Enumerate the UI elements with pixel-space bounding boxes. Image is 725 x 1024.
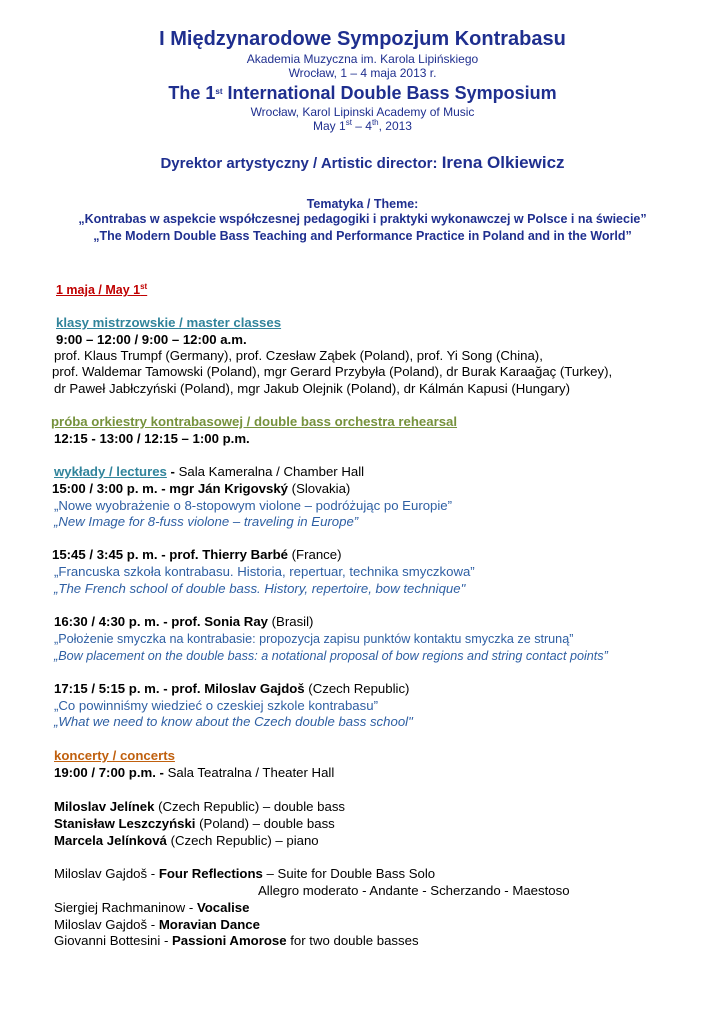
concerts-time: 19:00 / 7:00 p.m. - — [54, 765, 168, 780]
performer-1 — [54, 799, 345, 815]
performer-1-name: Miloslav Jelínek — [54, 799, 155, 814]
program-item-1 — [54, 866, 435, 882]
master-classes-heading: klasy mistrzowskie / master classes — [56, 315, 282, 330]
program-item-4 — [54, 933, 419, 949]
lectures-label: wykłady / lectures — [54, 464, 167, 479]
performer-3 — [54, 833, 319, 849]
program-item-3 — [54, 917, 260, 933]
lectures-heading — [54, 464, 364, 480]
program-item-2 — [54, 900, 249, 916]
lecture-4-title-en: „What we need to know about the Czech double bass school" — [54, 714, 413, 729]
lectures-dash: - — [166, 464, 179, 479]
title-en-main: The 1 — [168, 83, 216, 103]
program-1-note: – Suite for Double Bass Solo — [262, 866, 436, 881]
lecture-4-country: (Czech Republic) — [304, 681, 410, 696]
lecture-3-title-pl: „Położenie smyczka na kontrabasie: propozycja zapisu punktów kontaktu smyczka ze struną” — [54, 632, 574, 646]
lecture-2-country: (France) — [287, 547, 342, 562]
performer-2-role: (Poland) – double bass — [195, 816, 335, 831]
program-1-composer: Miloslav Gajdoš - — [54, 866, 159, 881]
theme-label: Tematyka / Theme: — [306, 197, 419, 211]
lecture-2-header — [52, 547, 341, 563]
lecture-4-time-speaker: 17:15 / 5:15 p. m. - prof. Miloslav Gajdoš — [54, 681, 305, 696]
program-4-note: for two double basses — [286, 933, 419, 948]
academy-en: Wrocław, Karol Lipinski Academy of Music — [250, 105, 475, 119]
performer-3-role: (Czech Republic) – piano — [166, 833, 319, 848]
lecture-1-country: (Slovakia) — [288, 481, 351, 496]
program-movements: Allegro moderato - Andante - Scherzando - Maestoso — [258, 883, 570, 898]
concerts-time-hall — [54, 765, 334, 781]
lecture-3-country: (Brasil) — [268, 614, 314, 629]
concerts-heading: koncerty / concerts — [54, 748, 175, 763]
title-en-rest: International Double Bass Symposium — [222, 83, 557, 103]
program-3-composer: Miloslav Gajdoš - — [54, 917, 159, 932]
day-sup: st — [140, 282, 148, 291]
concerts-hall: Sala Teatralna / Theater Hall — [167, 765, 335, 780]
master-classes-time: 9:00 – 12:00 / 9:00 – 12:00 a.m. — [56, 332, 247, 347]
rehearsal-time: 12:15 - 13:00 / 12:15 – 1:00 p.m. — [54, 431, 250, 446]
theme-pl: „Kontrabas w aspekcie współczesnej pedagogiki i praktyki wykonawczej w Polsce i na świecie” — [78, 212, 647, 226]
lecture-4-title-pl: „Co powinniśmy wiedzieć o czeskiej szkole kontrabasu” — [54, 698, 378, 713]
artistic-director — [0, 153, 725, 174]
performer-1-role: (Czech Republic) – double bass — [154, 799, 346, 814]
date-en — [0, 119, 725, 133]
master-classes-teachers-3: dr Paweł Jabłczyński (Poland), mgr Jakub Olejnik (Poland), dr Kálmán Kapusi (Hungary) — [54, 381, 570, 396]
date-en-year: , 2013 — [378, 119, 412, 133]
date-en-start: May 1 — [313, 119, 346, 133]
title-en-sup: st — [215, 87, 223, 96]
lecture-2-title-pl: „Francuska szkoła kontrabasu. Historia, repertuar, technika smyczkowa” — [54, 564, 475, 579]
lecture-1-title-pl: „Nowe wyobrażenie o 8-stopowym violone – podróżując po Europie” — [54, 498, 453, 513]
program-3-work: Moravian Dance — [158, 917, 260, 932]
lecture-3-header — [54, 614, 313, 630]
lecture-2-title-en: „The French school of double bass. History, repertoire, bow technique" — [54, 581, 466, 596]
date-en-end: – 4 — [351, 119, 372, 133]
lecture-1-header — [52, 481, 350, 497]
director-name: Irena Olkiewicz — [441, 153, 565, 172]
lecture-1-title-en: „New Image for 8-fuss violone – traveling in Europe” — [54, 514, 359, 529]
program-4-composer: Giovanni Bottesini - — [54, 933, 173, 948]
master-classes-teachers-2: prof. Waldemar Tamowski (Poland), mgr Gerard Przybyła (Poland), dr Burak Karaağaç (Turkey), — [52, 364, 613, 379]
lecture-3-time-speaker: 16:30 / 4:30 p. m. - prof. Sonia Ray — [54, 614, 268, 629]
performer-3-name: Marcela Jelínková — [54, 833, 167, 848]
date-en-sup1: st — [345, 118, 352, 127]
program-2-work: Vocalise — [196, 900, 250, 915]
program-1-work: Four Reflections — [158, 866, 263, 881]
lecture-4-header — [54, 681, 409, 697]
lecture-1-time-speaker: 15:00 / 3:00 p. m. - mgr Ján Krigovský — [52, 481, 289, 496]
lecture-3-title-en: „Bow placement on the double bass: a notational proposal of bow regions and string contact points” — [54, 649, 608, 663]
master-classes-teachers-1: prof. Klaus Trumpf (Germany), prof. Czesław Ząbek (Poland), prof. Yi Song (China), — [54, 348, 543, 363]
title-en — [0, 82, 725, 104]
program-4-work: Passioni Amorose — [172, 933, 287, 948]
day-heading — [56, 282, 147, 298]
program-2-composer: Siergiej Rachmaninow - — [54, 900, 197, 915]
director-label: Dyrektor artystyczny / Artistic director: — [160, 155, 442, 172]
rehearsal-heading: próba orkiestry kontrabasowej / double bass orchestra rehearsal — [51, 414, 458, 429]
performer-2 — [54, 816, 335, 832]
date-en-sup2: th — [371, 118, 379, 127]
theme-en: „The Modern Double Bass Teaching and Performance Practice in Poland and in the World” — [93, 229, 632, 243]
date-pl: Wrocław, 1 – 4 maja 2013 r. — [288, 66, 437, 80]
day-label: 1 maja / May 1 — [56, 283, 141, 297]
lectures-hall: Sala Kameralna / Chamber Hall — [178, 464, 365, 479]
lecture-2-time-speaker: 15:45 / 3:45 p. m. - prof. Thierry Barbé — [52, 547, 288, 562]
performer-2-name: Stanisław Leszczyński — [54, 816, 196, 831]
academy-pl: Akademia Muzyczna im. Karola Lipińskiego — [246, 52, 479, 66]
title-pl: I Międzynarodowe Sympozjum Kontrabasu — [159, 28, 566, 50]
